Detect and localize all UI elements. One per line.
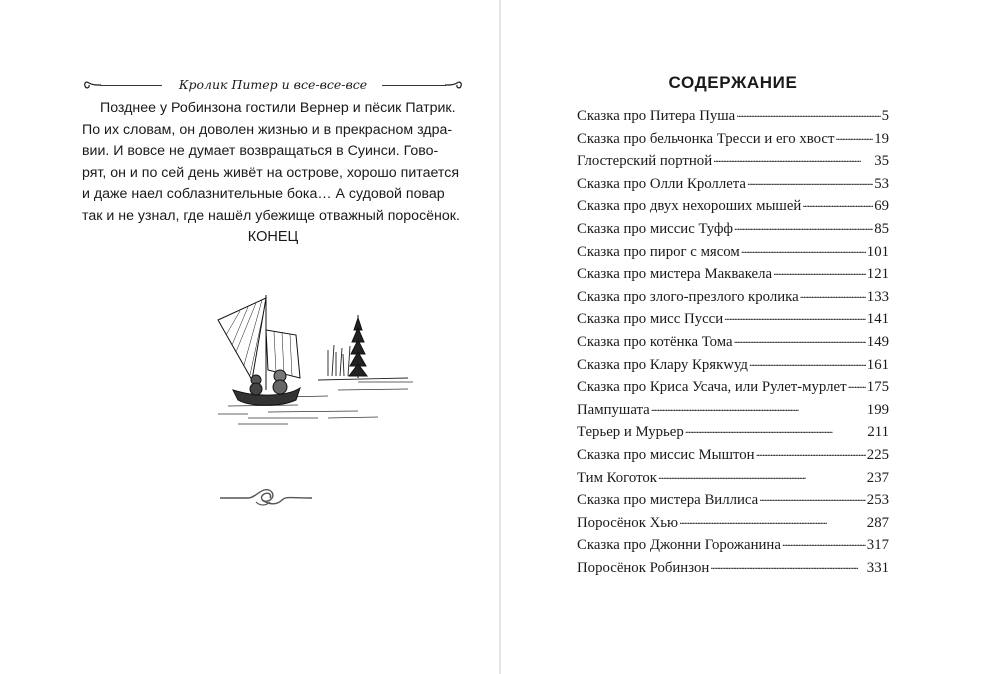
toc-item-page: 35: [874, 153, 889, 170]
toc-item[interactable]: [577, 558, 889, 581]
toc-leader-dots: [679, 513, 866, 527]
toc-item-title: Сказка про миссис Мыштон: [577, 446, 755, 463]
toc-leader-dots: [759, 490, 866, 504]
toc-leader-dots: [658, 468, 866, 482]
toc-item-page: 199: [866, 401, 889, 418]
toc-item[interactable]: [577, 196, 889, 219]
toc-item-title: Сказка про злого-презлого кролика: [577, 288, 799, 305]
toc-leader-dots: [756, 445, 866, 459]
toc-item-title: Сказка про мистера Виллиса: [577, 492, 759, 509]
toc-item-title: Сказка про миссис Туфф: [577, 220, 733, 237]
toc-item-page: 69: [874, 198, 889, 215]
toc-item-page: 5: [881, 108, 889, 124]
toc-item[interactable]: [577, 422, 889, 445]
toc-item[interactable]: [577, 219, 889, 242]
toc-item[interactable]: [577, 332, 889, 355]
toc-leader-dots: [724, 309, 866, 323]
toc-item-page: 161: [866, 356, 889, 373]
toc-leader-dots: [710, 558, 866, 572]
toc-leader-dots: [747, 174, 873, 188]
toc-leader-dots: [835, 129, 873, 143]
toc-leader-dots: [736, 106, 880, 120]
header-flourish-right-icon: [444, 76, 464, 94]
toc-item[interactable]: [577, 513, 889, 536]
toc-item-title: Тим Коготок: [577, 469, 657, 486]
toc-leader-dots: [741, 242, 866, 256]
toc-item[interactable]: [577, 535, 889, 558]
toc-item[interactable]: [577, 264, 889, 287]
toc-item[interactable]: [577, 106, 889, 129]
paragraph-line: так и не узнал, где нашёл убежище отважный поросёнок.: [82, 207, 460, 224]
toc-item-title: Сказка про Олли Кроллета: [577, 175, 746, 192]
toc-item-title: Глостерский портной: [577, 153, 713, 170]
paragraph-line: и даже наел соблазнительные бока… А судовой повар: [82, 186, 445, 202]
toc-leader-dots: [802, 196, 873, 210]
running-header-title: Кролик Питер и все-все-все: [178, 77, 368, 92]
toc-item[interactable]: [577, 151, 889, 174]
toc-leader-dots: [734, 332, 866, 346]
toc-item-title: Терьер и Мурьер: [577, 424, 684, 441]
paragraph-line: рят, он и по сей день живёт на острове, хорошо питается: [82, 164, 460, 181]
toc-leader-dots: [749, 355, 866, 369]
toc-item-title: Поросёнок Робинзон: [577, 559, 710, 576]
paragraph-line: По их словам, он доволен жизнью и в прекрасном здра-: [82, 121, 453, 138]
toc-leader-dots: [651, 400, 866, 414]
toc-leader-dots: [713, 151, 873, 165]
toc-item[interactable]: [577, 445, 889, 468]
toc-item-title: Сказка про пирог с мясом: [577, 243, 740, 260]
the-end-label: КОНЕЦ: [247, 229, 299, 245]
header-rule-right: [382, 85, 446, 86]
toc-item-page: 53: [874, 175, 889, 192]
toc-item[interactable]: [577, 400, 889, 423]
toc-item-page: 237: [866, 469, 889, 486]
toc-item-title: Сказка про котёнка Тома: [577, 333, 733, 350]
toc-leader-dots: [685, 422, 867, 436]
toc-item-page: 287: [866, 514, 889, 531]
toc-item-page: 121: [866, 266, 889, 283]
toc-item-title: Сказка про Джонни Горожанина: [577, 537, 781, 554]
left-page: [0, 0, 500, 674]
toc-item-page: 225: [866, 446, 889, 463]
toc-item-title: Сказка про Клару Крякwуд: [577, 356, 748, 373]
paragraph-line: вии. И вовсе не думает возвращаться в Суинси. Гово-: [82, 143, 439, 159]
toc-leader-dots: [734, 219, 873, 233]
toc-item-page: 175: [866, 379, 889, 396]
toc-item-page: 101: [866, 243, 889, 260]
toc-item-title: Сказка про Криса Усача, или Рулет-мурлет: [577, 379, 847, 396]
toc-item-page: 331: [866, 559, 889, 576]
toc-leader-dots: [800, 287, 866, 301]
toc-item-title: Пампушата: [577, 401, 650, 418]
toc-leader-dots: [782, 535, 866, 549]
header-flourish-left-icon: [82, 76, 102, 94]
toc-item[interactable]: [577, 174, 889, 197]
table-of-contents: [577, 106, 889, 580]
toc-item-page: 85: [874, 220, 889, 237]
sailboat-illustration: [208, 290, 418, 440]
toc-item[interactable]: [577, 377, 889, 400]
story-ending-paragraph: [82, 98, 464, 227]
toc-item-title: Сказка про двух нехороших мышей: [577, 198, 802, 215]
toc-item-page: 19: [874, 130, 889, 147]
toc-item[interactable]: [577, 468, 889, 491]
toc-item[interactable]: [577, 309, 889, 332]
paragraph-line: Позднее у Робинзона гостили Вернер и пёсик Патрик.: [100, 100, 456, 116]
toc-title: СОДЕРЖАНИЕ: [668, 73, 798, 92]
toc-leader-dots: [773, 264, 866, 278]
toc-item-page: 141: [866, 311, 889, 328]
end-ornament-icon: [218, 482, 314, 512]
toc-item-page: 211: [867, 424, 889, 441]
toc-item-page: 149: [866, 333, 889, 350]
toc-item-title: Сказка про мистера Маквакела: [577, 266, 773, 283]
toc-item-title: Поросёнок Хью: [577, 514, 679, 531]
toc-item[interactable]: [577, 490, 889, 513]
toc-item[interactable]: [577, 287, 889, 310]
running-header: [82, 76, 464, 94]
toc-item[interactable]: [577, 242, 889, 265]
toc-item-page: 133: [866, 288, 889, 305]
header-rule-left: [100, 85, 162, 86]
toc-item-title: Сказка про бельчонка Тресси и его хвост: [577, 130, 835, 147]
toc-item-title: Сказка про Питера Пуша: [577, 108, 736, 124]
toc-item[interactable]: [577, 129, 889, 152]
toc-item[interactable]: [577, 355, 889, 378]
toc-item-title: Сказка про мисс Пусси: [577, 311, 724, 328]
toc-leader-dots: [848, 377, 866, 391]
toc-item-page: 253: [866, 492, 889, 509]
toc-item-page: 317: [866, 537, 889, 554]
